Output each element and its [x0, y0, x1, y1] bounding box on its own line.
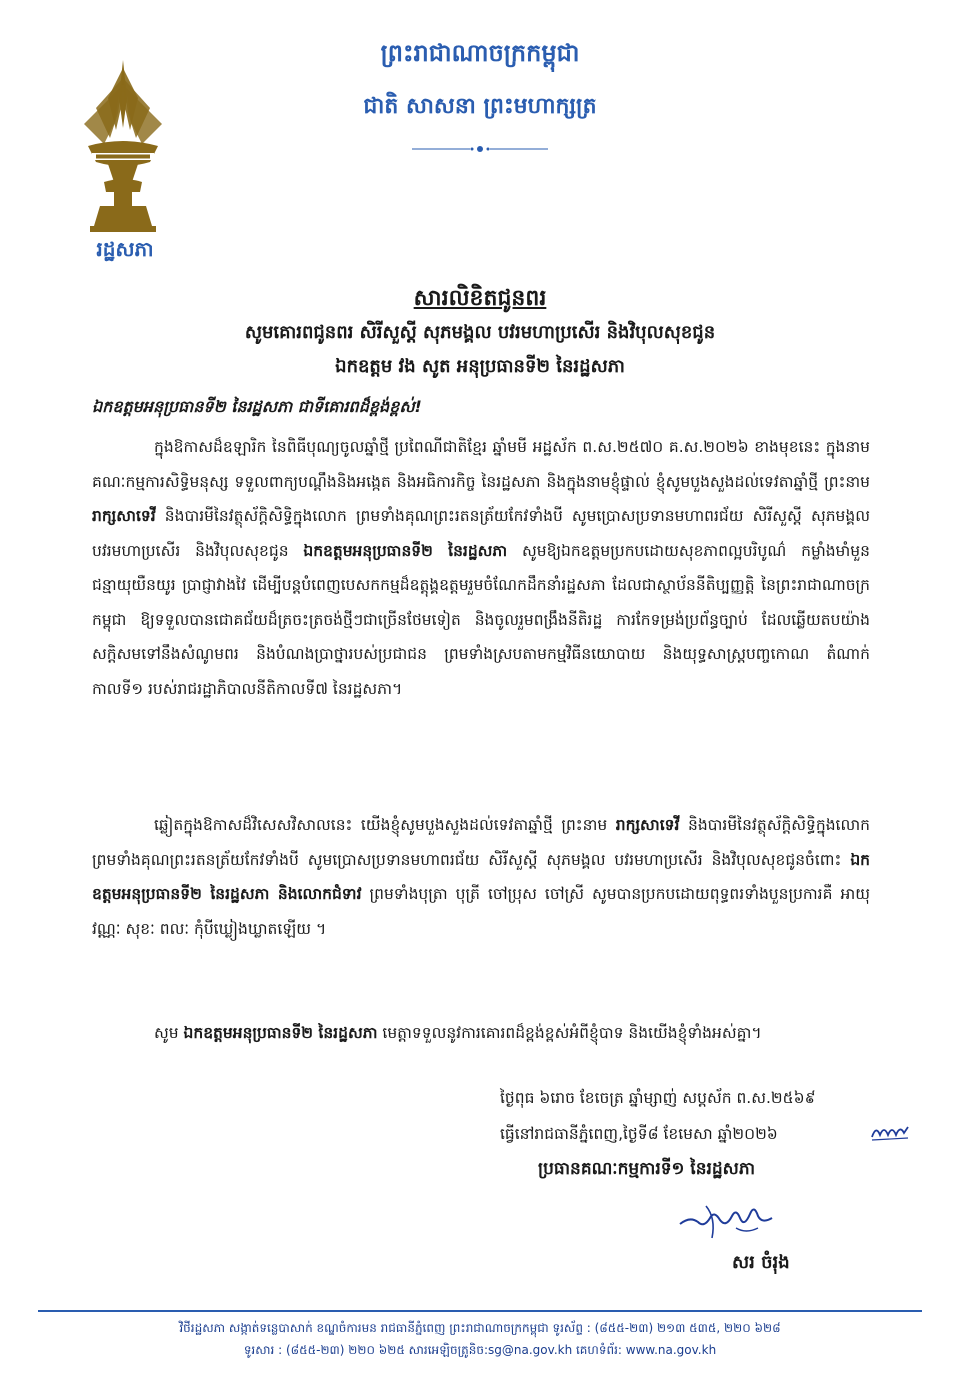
subtitle-line-1: សូមគោរពជូនពរ សិរីសួស្តី សុភមង្គល បវរមហាប្រសើរ និងវិបុលសុខជូន — [244, 322, 716, 343]
document-title: សារលិខិតជូនពរ — [413, 286, 547, 311]
footer-divider — [38, 1310, 922, 1312]
decorative-divider-icon — [410, 142, 550, 156]
paragraph-2-text-a: ឆ្លៀតក្នុងឱកាសដ៏វិសេសវិសាលនេះ យើងខ្ញុំសូមបួងសួងដល់ទេវតាឆ្នាំថ្មី ព្រះនាម — [154, 816, 616, 834]
salutation: ឯកឧត្តមអនុប្រធានទី២ នៃរដ្ឋសភា ជាទីគោរពដ៏ខ្ពង់ខ្ពស់! — [92, 397, 422, 416]
signer-title: ប្រធានគណៈកម្មការទី១ នៃរដ្ឋសភា — [538, 1159, 756, 1179]
organization-name: រដ្ឋសភា — [96, 237, 154, 261]
signer-name: សរ ចំរុង — [732, 1252, 790, 1273]
deity-name: រាក្សសាទេវី — [92, 507, 156, 525]
paragraph-2-text-c: ព្រមទាំងបុត្រា បុត្រី ចៅប្រុស ចៅស្រី សូមបានប្រកបដោយពុទ្ធពរទាំងបួនប្រការគឺ អាយុ វណ្ណៈ សុខៈ ពលៈ កុំបីឃ្លៀងឃ្លាតឡើយ ។ — [92, 885, 870, 938]
recipient-title: ឯកឧត្តមអនុប្រធានទី២ នៃរដ្ឋសភា — [303, 541, 508, 560]
paragraph-2 — [92, 808, 870, 946]
subtitle-line-2: ឯកឧត្តម វង សូត អនុប្រធានទី២ នៃរដ្ឋសភា — [335, 356, 625, 377]
paragraph-1-text-b: និងបារមីនៃវត្ថុស័ក្តិសិទ្ធិក្នុងលោក ព្រមទាំងគុណព្រះរតនត្រ័យកែវទាំងបី សូមប្រោសប្រទានមហាពរជ័យ សិរីសួស្តី សុភមង្គល បវរមហាប្រសើរ និងវិបុលសុខជូន — [92, 507, 870, 560]
national-assembly-emblem-icon — [78, 58, 168, 234]
paragraph-2-text-b: និងបារមីនៃវត្ថុស័ក្តិសិទ្ធិក្នុងលោក ព្រមទាំងគុណព្រះរតនត្រ័យកែវទាំងបី សូមប្រោសប្រទានមហាពរជ័យ សិរីសួស្តី សុភមង្គល បវរមហាប្រសើរ និងវិបុលសុខជូនចំពោះ — [92, 816, 870, 869]
paragraph-1 — [92, 430, 870, 706]
deity-name: រាក្សសាទេវី — [615, 816, 680, 834]
recipient-title: ឯកឧត្តមអនុប្រធានទី២ នៃរដ្ឋសភា — [183, 1024, 378, 1042]
solar-date: ធ្វើនៅរាជធានីភ្នំពេញ,ថ្ងៃទី៨ ខែមេសា ឆ្នាំ២០២៦ — [500, 1125, 778, 1143]
initial-mark-icon — [870, 1121, 910, 1143]
handwritten-signature-icon — [676, 1198, 776, 1244]
paragraph-3-text-b: មេត្តាទទួលនូវការគោរពដ៏ខ្ពង់ខ្ពស់អំពីខ្ញុំបាទ និងយើងខ្ញុំទាំងអស់គ្នា។ — [377, 1024, 762, 1042]
paragraph-3 — [92, 1016, 870, 1051]
paragraph-1-text-c: សូមឱ្យឯកឧត្តមប្រកបដោយសុខភាពល្អបរិបូណ៌ កម្លាំងមាំមួន ជន្មាយុយឺនយូរ ប្រាជ្ញាវាងវៃ ដើម្បីបន្តបំពេញបេសកកម្មដ៏ឧត្តុង្គឧត្តមរួមចំណែកដឹកនាំរដ្ឋសភា ដែលជាស្ថាប័ននីតិប្បញ្ញត្តិ នៃព្រះរាជាណាចក្រកម្ពុជា ឱ្យទទួលបានជោគជ័យដ៏ត្រចះត្រចង់ថ្មីៗជាច្រើនថែមទៀត និងចូលរួមពង្រឹងនីតិរដ្ឋ ការកែទម្រង់ប្រព័ន្ធច្បាប់ ដែលឆ្លើយតបយ៉ាងសក្តិសមទៅនឹងសំណូមពរ និងបំណងប្រាថ្នារបស់ប្រជាជន ព្រមទាំងស្របតាមកម្មវិធីនយោបាយ និងយុទ្ធសាស្ត្របញ្ចកោណ តំណាក់កាលទី១ របស់រាជរដ្ឋាភិបាលនីតិកាលទី៧ នៃរដ្ឋសភា។ — [92, 541, 870, 698]
paragraph-3-text-a: សូម — [154, 1024, 184, 1042]
paragraph-1-text-a: ក្នុងឱកាសដ៏ឧឡារិក នៃពិធីបុណ្យចូលឆ្នាំថ្មី ប្រពៃណីជាតិខ្មែរ ឆ្នាំមមី អដ្ឋស័ក ព.ស.២៥៧០ គ.ស.២០២៦ ខាងមុខនេះ ក្នុងនាមគណៈកម្មការសិទ្ធិមនុស្ស ទទួលពាក្យបណ្តឹងនិងអង្កេត និងអធិការកិច្ច នៃរដ្ឋសភា និងក្នុងនាមខ្ញុំផ្ទាល់ ខ្ញុំសូមបួងសួងដល់ទេវតាឆ្នាំថ្មី ព្រះនាម — [92, 438, 870, 491]
national-motto: ជាតិ សាសនា ព្រះមហាក្សត្រ — [363, 94, 597, 119]
kingdom-heading: ព្រះរាជាណាចក្រកម្ពុជា — [380, 39, 580, 67]
lunar-date: ថ្ងៃពុធ ៦រោច ខែចេត្រ ឆ្នាំម្សាញ់ សប្តស័ក ព.ស.២៥៦៩ — [500, 1089, 816, 1107]
footer-contact: ទូរសារ : (៨៥៥-២៣) ២២០ ៦២៥ សារអេឡិចត្រូនិច:sg@na.gov.kh គេហទំព័រ: www.na.gov.kh — [243, 1343, 717, 1357]
footer-address: វិថីរដ្ឋសភា សង្កាត់ទន្លេបាសាក់ ខណ្ឌចំការមន រាជធានីភ្នំពេញ ព្រះរាជាណាចក្រកម្ពុជា ទូរស័ព្ទ : (៨៥៥-២៣) ២១៣ ៥៣៥, ២២០ ៦២៨ — [179, 1321, 781, 1335]
recipient-title: ឯកឧត្តមអនុប្រធានទី២ នៃរដ្ឋសភា និងលោកជំទាវ — [92, 850, 870, 903]
